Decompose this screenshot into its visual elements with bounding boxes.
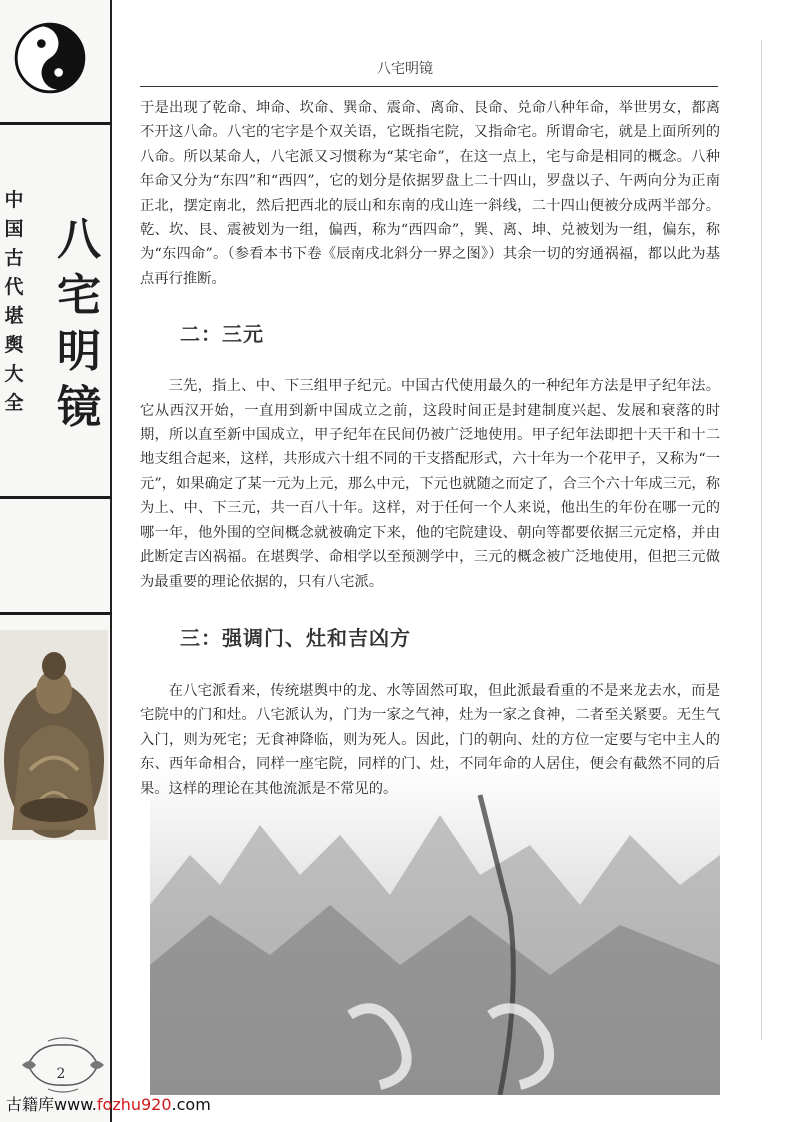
page-edge-line — [761, 40, 762, 1040]
watermark-label: 古籍库 — [6, 1095, 55, 1114]
watermark-domain-prefix: www. — [54, 1095, 97, 1114]
intro-paragraph: 于是出现了乾命、坤命、坎命、巽命、震命、离命、艮命、兑命八种年命，举世男女，都离不开这八命。八宅的宅字是个双关语，它既指宅院，又指命宅。所谓命宅，就是上面所列的八命。所以某命人，八宅派又习惯称为“某宅命”，在这一点上，宅与命是相同的概念。八种年命又分为“东四”和“西四”，它的划分是依据罗盘上二十四山，罗盘以子、午两向分为正南正北，摆定南北，然后把西北的辰山和东南的戌山连一斜线，二十四山便被分成两半部分。乾、坎、艮、震被划为一组，偏西，称为“西四命”，巽、离、坤、兑被划为一组，偏东，称为“东四命”。（参看本书下卷《辰南戌北斜分一界之图》）其余一切的穷通祸福，都以此为基点再行推断。 — [140, 100, 720, 287]
left-sidebar — [0, 0, 112, 1122]
watermark-domain-suffix: .com — [171, 1095, 211, 1114]
running-header: 八宅明镜 — [377, 61, 433, 77]
series-title: 中国古代堪舆大全 — [4, 189, 24, 414]
section-heading-san-yuan: 二：三元 — [180, 322, 264, 347]
page-number-ornament — [18, 1035, 108, 1095]
yin-yang-icon — [14, 22, 86, 94]
section-heading-men-zao: 三：强调门、灶和吉凶方 — [180, 625, 411, 650]
sidebar-rule-top — [0, 122, 112, 125]
site-watermark — [6, 1092, 211, 1115]
buddha-statue-image — [0, 630, 108, 840]
page-number: 2 — [56, 1066, 66, 1082]
san-yuan-paragraph: 三先，指上、中、下三组甲子纪元。中国古代使用最久的一种纪年方法是甲子纪年法。它从西汉开始，一直用到新中国成立之前，这段时间正是封建制度兴起、发展和衰落的时期，所以直至新中国成立，甲子纪年在民间仍被广泛地使用。甲子纪年法即把十天干和十二地支组合起来，这样，共形成六十组不同的干支搭配形式，六十年为一个花甲子，又称为“一元”，如果确定了某一元为上元，那么中元，下元也就随之而定了，合三个六十年成三元，称为上、中、下三元，共一百八十年。这样，对于任何一个人来说，他出生的年份在哪一元的哪一年，他外围的空间概念就被确定下来，他的宅院建设、朝向等都要依据三元定格，并由此断定吉凶祸福。在堪舆学、命相学以至预测学中，三元的概念被广泛地使用，但把三元做为最重要的理论依据的，只有八宅派。 — [140, 378, 720, 590]
page-body — [140, 96, 720, 801]
sidebar-divider — [110, 0, 112, 1122]
mountain-landscape-image — [150, 765, 720, 1095]
men-zao-paragraph: 在八宅派看来，传统堪舆中的龙、水等固然可取，但此派最看重的不是来龙去水，而是宅院中的门和灶。八宅派认为，门为一家之气神，灶为一家之食神，二者至关紧要。无生气入门，则为死宅；无食神降临，则为死人。因此，门的朝向、灶的方位一定要与宅中主人的东、西年命相合，同样一座宅院，同样的门、灶，不同年命的人居住，便会有截然不同的后果。这样的理论在其他流派是不常见的。 — [140, 682, 720, 797]
sidebar-rule-lower — [0, 612, 112, 615]
sidebar-rule-middle — [0, 496, 112, 499]
book-title-vertical: 八宅明镜 — [57, 214, 101, 433]
header-rule — [140, 86, 718, 87]
watermark-domain-main: fozhu920 — [96, 1095, 172, 1114]
